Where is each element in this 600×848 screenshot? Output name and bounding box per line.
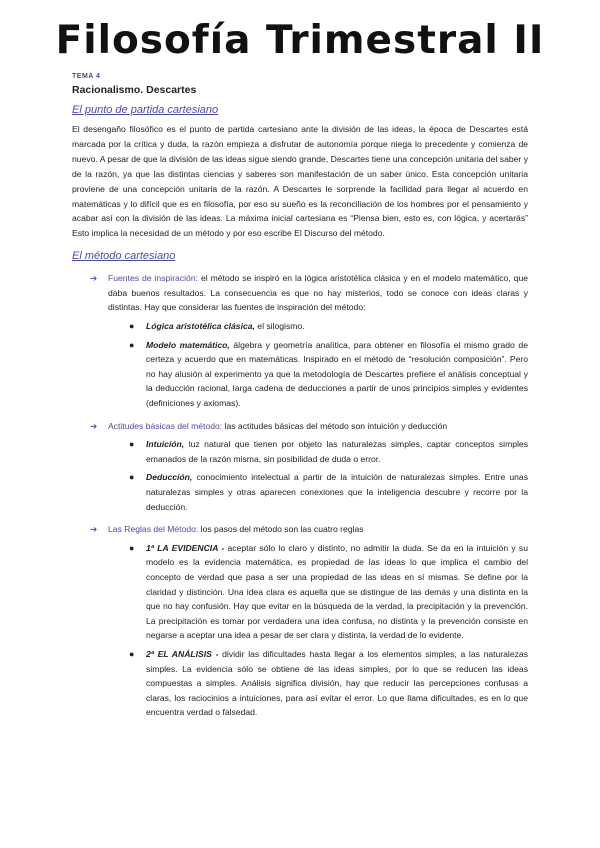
item-label: Las Reglas del Método:	[108, 524, 199, 535]
sublist-text: álgebra y geometría analítica, para obtener en filosofía el mismo grado de certeza y acuerdo que en matemáticas. Inspirado en el método de “resolución composición”. Pero no hay alusión al experimento ya que la metodología de Descartes prefiere el análisis conceptual y la deducción racional, larga cadena de deducciones a partir de unos principios simples y evidentes (definiciones y axiomas).	[146, 339, 528, 408]
sublist-term: Deducción,	[146, 472, 193, 483]
item-label: Actitudes básicas del método:	[108, 420, 223, 431]
item-text: el método se inspiró en la lógica aristotélica clásica y en el modelo matemático, que daba buenos resultados. La consecuencia es que no hay misterios, todo se conoce con ideas claras y distintas. Hay que considerar las fuentes de inspiración del método:	[108, 273, 528, 313]
sublist-term: Modelo matemático,	[146, 339, 230, 350]
sublist-item	[72, 541, 528, 643]
arrow-bullet-icon: ➔	[90, 420, 98, 431]
section-title-metodo: El método cartesiano	[72, 250, 176, 263]
section-title-punto-partida: El punto de partida cartesiano	[72, 104, 219, 116]
sublist-text: el silogismo.	[254, 321, 305, 332]
sublist-term: Lógica aristotélica clásica,	[146, 321, 255, 332]
sublist-text: aceptar sólo lo claro y distinto, no admitir la duda. Se da en la intuición y su modelo es la evidencia matemática, es propiedad de las ideas lo que implica el cambio del concepto de verdad que pasa a ser una propiedad de las ideas en sí mismas. Se define por la claridad y distinción. Una idea clara es aquella que se distingue de las demás y una distinta en la que no hay confusión. Hay que evitar en la búsqueda de la verdad, la precipitación y la prevención. La precipitación es tomar por verdadera una idea confusa, no distinta y la prevención consiste en negarse a aceptar una idea a pesar de ser clara y distinta, la verdad de lo evidente.	[146, 542, 528, 641]
item-label: Fuentes de inspiración:	[108, 273, 198, 284]
bullet-dot-icon: ●	[129, 439, 135, 450]
bullet-dot-icon: ●	[129, 321, 135, 332]
list-item-fuentes	[72, 271, 528, 315]
sublist-item	[72, 319, 528, 334]
arrow-bullet-icon: ➔	[90, 524, 98, 535]
sublist-text: conocimiento intelectual a partir de la intuición de naturalezas simples. Entre unas naturalezas simples y otras aparecen conexiones que la inteligencia descubre y recorre por la deducción.	[146, 472, 528, 512]
sublist-text: dividir las dificultades hasta llegar a los elementos simples, a las naturalezas simples. La evidencia sólo se obtiene de las ideas simples, por lo que se reducen las ideas compuestas a simples. Análisis significa división, hay que reducir las percepciones confusas a claras, los raciocinios a intuiciones, para así evitar el error. Lo que llama dificultades, es en lo que encuentra verdad o falsedad.	[146, 648, 528, 718]
bullet-dot-icon: ●	[129, 542, 135, 553]
document-content	[72, 72, 528, 720]
arrow-bullet-icon: ➔	[90, 273, 98, 284]
item-text: los pasos del método son las cuatro reglas	[198, 524, 364, 535]
topic-heading: Racionalismo. Descartes	[72, 84, 197, 96]
sublist-item	[72, 437, 528, 466]
sublist-term: Intuición,	[146, 439, 185, 450]
sublist-text: luz natural que tienen por objeto las naturalezas simples, captar conceptos simples emanados de la razón misma, sin posibilidad de duda o error.	[146, 439, 528, 464]
section-paragraph: El desengaño filosófico es el punto de partida cartesiano ante la división de las ideas, la época de Descartes está marcada por la crítica y duda, la razón empieza a disfrutar de autonomía porque niega lo precedente y comienza de nuevo. A pesar de que la división de las ideas sigue siendo grande, Descartes tiene una concepción unitaria del saber y de la razón, ya que las distintas ciencias y saberes son manifestación de un saber único. Esta concepción unitaria proviene de una concepción unitaria de la razón. A Descartes le sorprende la facilidad para llegar al acuerdo en matemáticas y lo difícil que es en filosofía, por eso su sueño es la reconciliación de los hombres por el pensamiento y acabar así con la división de las ideas. La máxima inicial cartesiana es “Piensa bien, esto es, con lógica, y acertarás” Esto implica la necesidad de un método y por eso escribe El Discurso del método.	[72, 124, 528, 239]
page-title: Filosofía Trimestral II	[55, 18, 545, 63]
sublist-item	[72, 647, 528, 720]
sublist-term: 1ª LA EVIDENCIA -	[146, 542, 225, 553]
bullet-dot-icon: ●	[129, 472, 135, 483]
sublist-item	[72, 338, 528, 411]
sublist-term: 2ª EL ANÁLISIS -	[146, 648, 219, 659]
item-text: las actitudes básicas del método son intuición y deducción	[222, 420, 448, 431]
list-item-reglas	[72, 522, 528, 537]
topic-label: TEMA 4	[72, 73, 101, 80]
bullet-dot-icon: ●	[129, 339, 135, 350]
sublist-item	[72, 470, 528, 514]
list-item-actitudes	[72, 419, 528, 434]
bullet-dot-icon: ●	[129, 648, 135, 659]
